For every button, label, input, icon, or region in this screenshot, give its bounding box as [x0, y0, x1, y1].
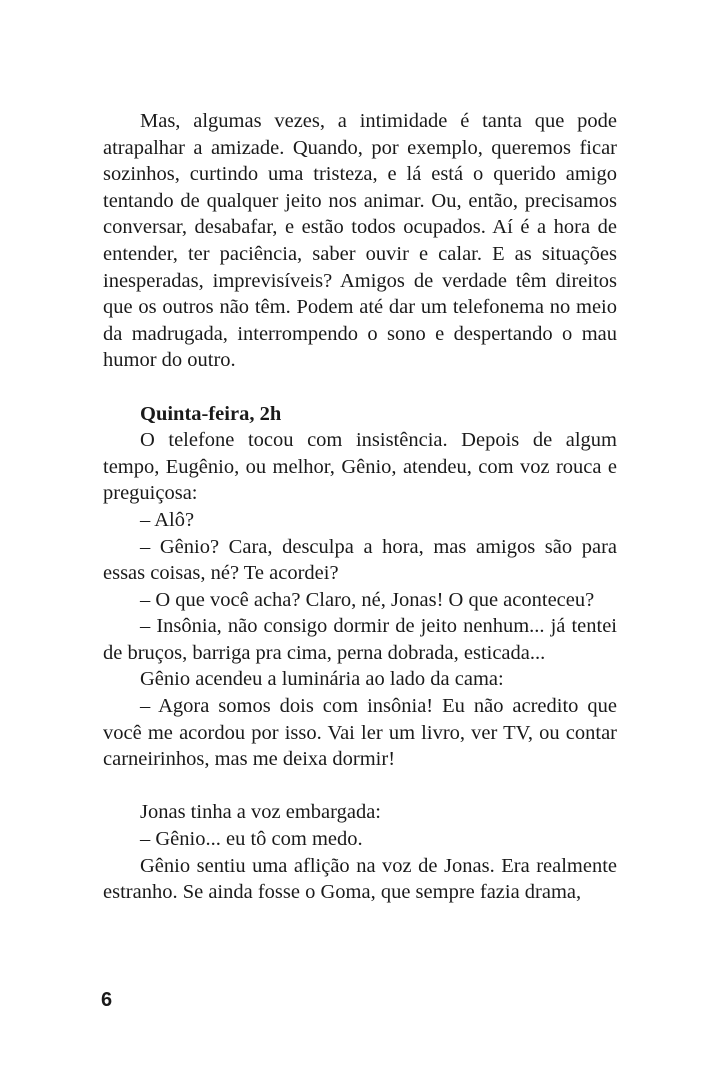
dialogue-line: – O que você acha? Claro, né, Jonas! O que aconteceu?: [140, 588, 595, 611]
paragraph-genio-worry: Gênio sentiu uma aflição na voz de Jonas. Era realmente estranho. Se ainda fosse o Goma, que sempre fazia drama,: [103, 854, 617, 904]
section-spacer: [103, 374, 617, 401]
dialogue-line: – Gênio... eu tô com medo.: [140, 828, 363, 851]
body-text: [103, 108, 617, 906]
section-heading: Quinta-feira, 2h: [140, 402, 282, 425]
dialogue-line: – Agora somos dois com insônia! Eu não acredito que você me acordou por isso. Vai ler um livro, ver TV, ou contar carneirinhos, mas me deixa dormir!: [103, 695, 617, 771]
paragraph-intimacy: Mas, algumas vezes, a intimidade é tanta que pode atrapalhar a amizade. Quando, por exemplo, queremos ficar sozinhos, curtindo uma tristeza, e lá está o querido amigo tentando de qualquer jeito nos animar. Ou, então, precisamos conversar, desabafar, e estão todos ocupados. Aí é a hora de entender, ter paciência, saber ouvir e calar. E as situações inesperadas, imprevisíveis? Amigos de verdade têm direitos que os outros não têm. Podem até dar um telefonema no meio da madrugada, interrompendo o sono e despertando o mau humor do outro.: [103, 110, 617, 372]
dialogue-line: – Insônia, não consigo dormir de jeito nenhum... já tentei de bruços, barriga pra cima, perna dobrada, esticada...: [103, 615, 617, 664]
dialogue-line: – Alô?: [140, 508, 195, 531]
paragraph-lamp: Gênio acendeu a luminária ao lado da cama:: [140, 668, 504, 691]
section-spacer: [103, 773, 617, 800]
page-number: 6: [101, 989, 113, 1011]
paragraph-jonas-voice: Jonas tinha a voz embargada:: [140, 801, 381, 824]
dialogue-line: – Gênio? Cara, desculpa a hora, mas amigos são para essas coisas, né? Te acordei?: [103, 535, 617, 585]
paragraph-phone-rang: O telefone tocou com insistência. Depois de algum tempo, Eugênio, ou melhor, Gênio, atendeu, com voz rouca e preguiçosa:: [103, 429, 617, 505]
